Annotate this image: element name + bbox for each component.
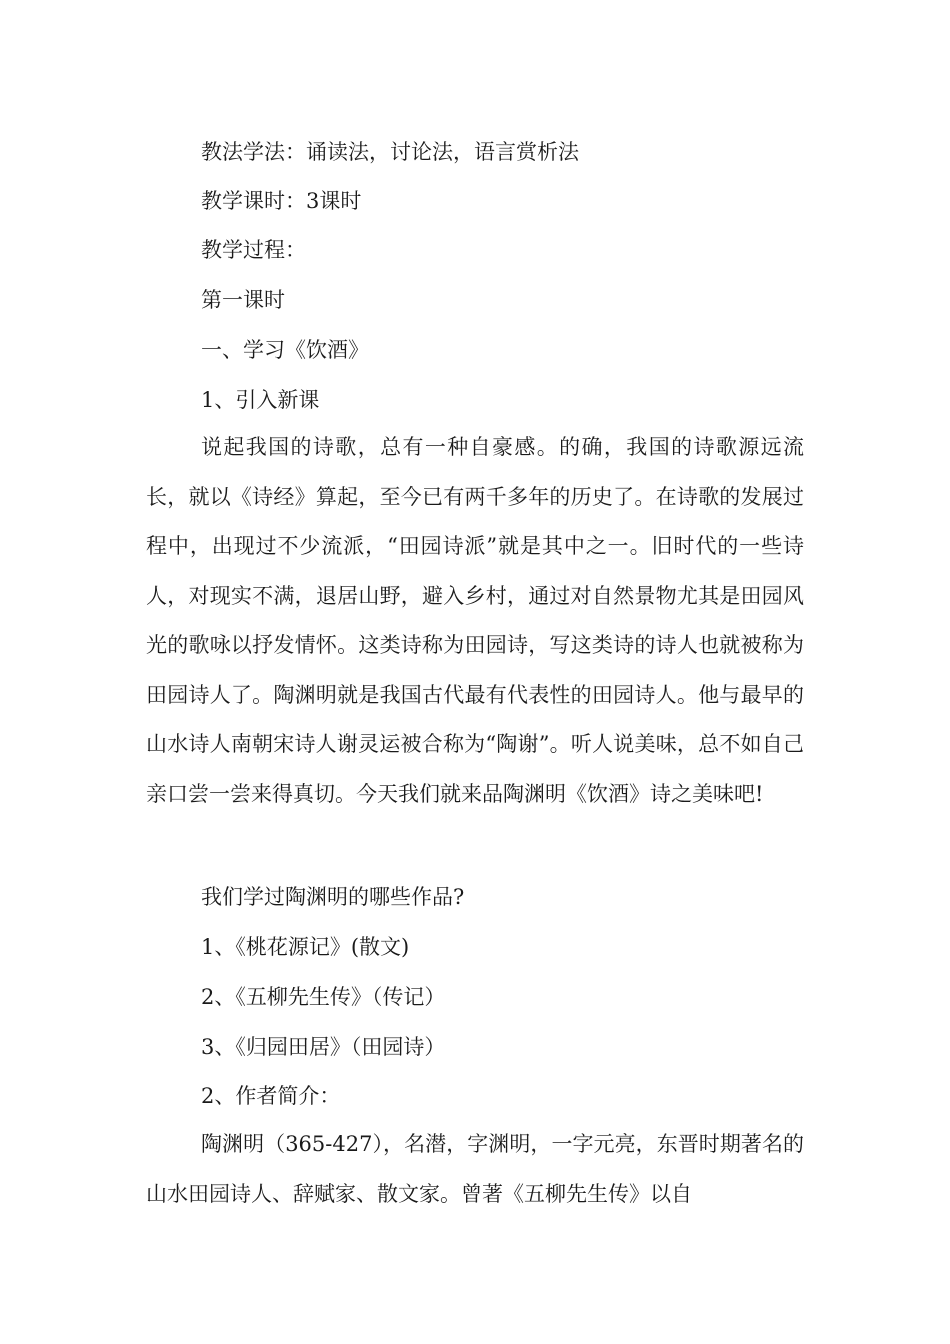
work-item-1: 1、《桃花源记》(散文) (201, 935, 410, 959)
introduction-subheading: 1、引入新课 (201, 388, 320, 412)
work-item-2: 2、《五柳先生传》（传记） (201, 985, 446, 1009)
intro-paragraph: 说起我国的诗歌，总有一种自豪感。的确，我国的诗歌源远流长，就以《诗经》算起，至今已有两千多年的历史了。在诗歌的发展过程中，出现过不少流派，“田园诗派”就是其中之一。旧时代的一些诗人，对现实不满，退居山野，避入乡村，通过对自然景物尤其是田园风光的歌咏以抒发情怀。这类诗称为田园诗，写这类诗的诗人也就被称为田园诗人了。陶渊明就是我国古代最有代表性的田园诗人。他与最早的山水诗人南朝宋诗人谢灵运被合称为“陶谢”。听人说美味，总不如自己亲口尝一尝来得真切。今天我们就来品陶渊明《饮酒》诗之美味吧! (146, 435, 804, 806)
teaching-process-heading: 教学过程： (201, 238, 306, 262)
author-paragraph: 陶渊明（365-427），名潜，字渊明，一字元亮，东晋时期著名的山水田园诗人、辞赋家、散文家。曾著《五柳先生传》以自 (146, 1132, 804, 1206)
teaching-methods-line: 教法学法：诵读法，讨论法，语言赏析法 (201, 140, 579, 164)
first-lesson-heading: 第一课时 (201, 288, 285, 312)
class-hours-line: 教学课时：3课时 (201, 189, 362, 213)
author-intro-subheading: 2、作者简介： (201, 1084, 341, 1108)
works-question-line: 我们学过陶渊明的哪些作品? (201, 885, 465, 909)
section-one-heading: 一、学习《饮酒》 (201, 338, 369, 362)
work-item-3: 3、《归园田居》（田园诗） (201, 1035, 446, 1059)
